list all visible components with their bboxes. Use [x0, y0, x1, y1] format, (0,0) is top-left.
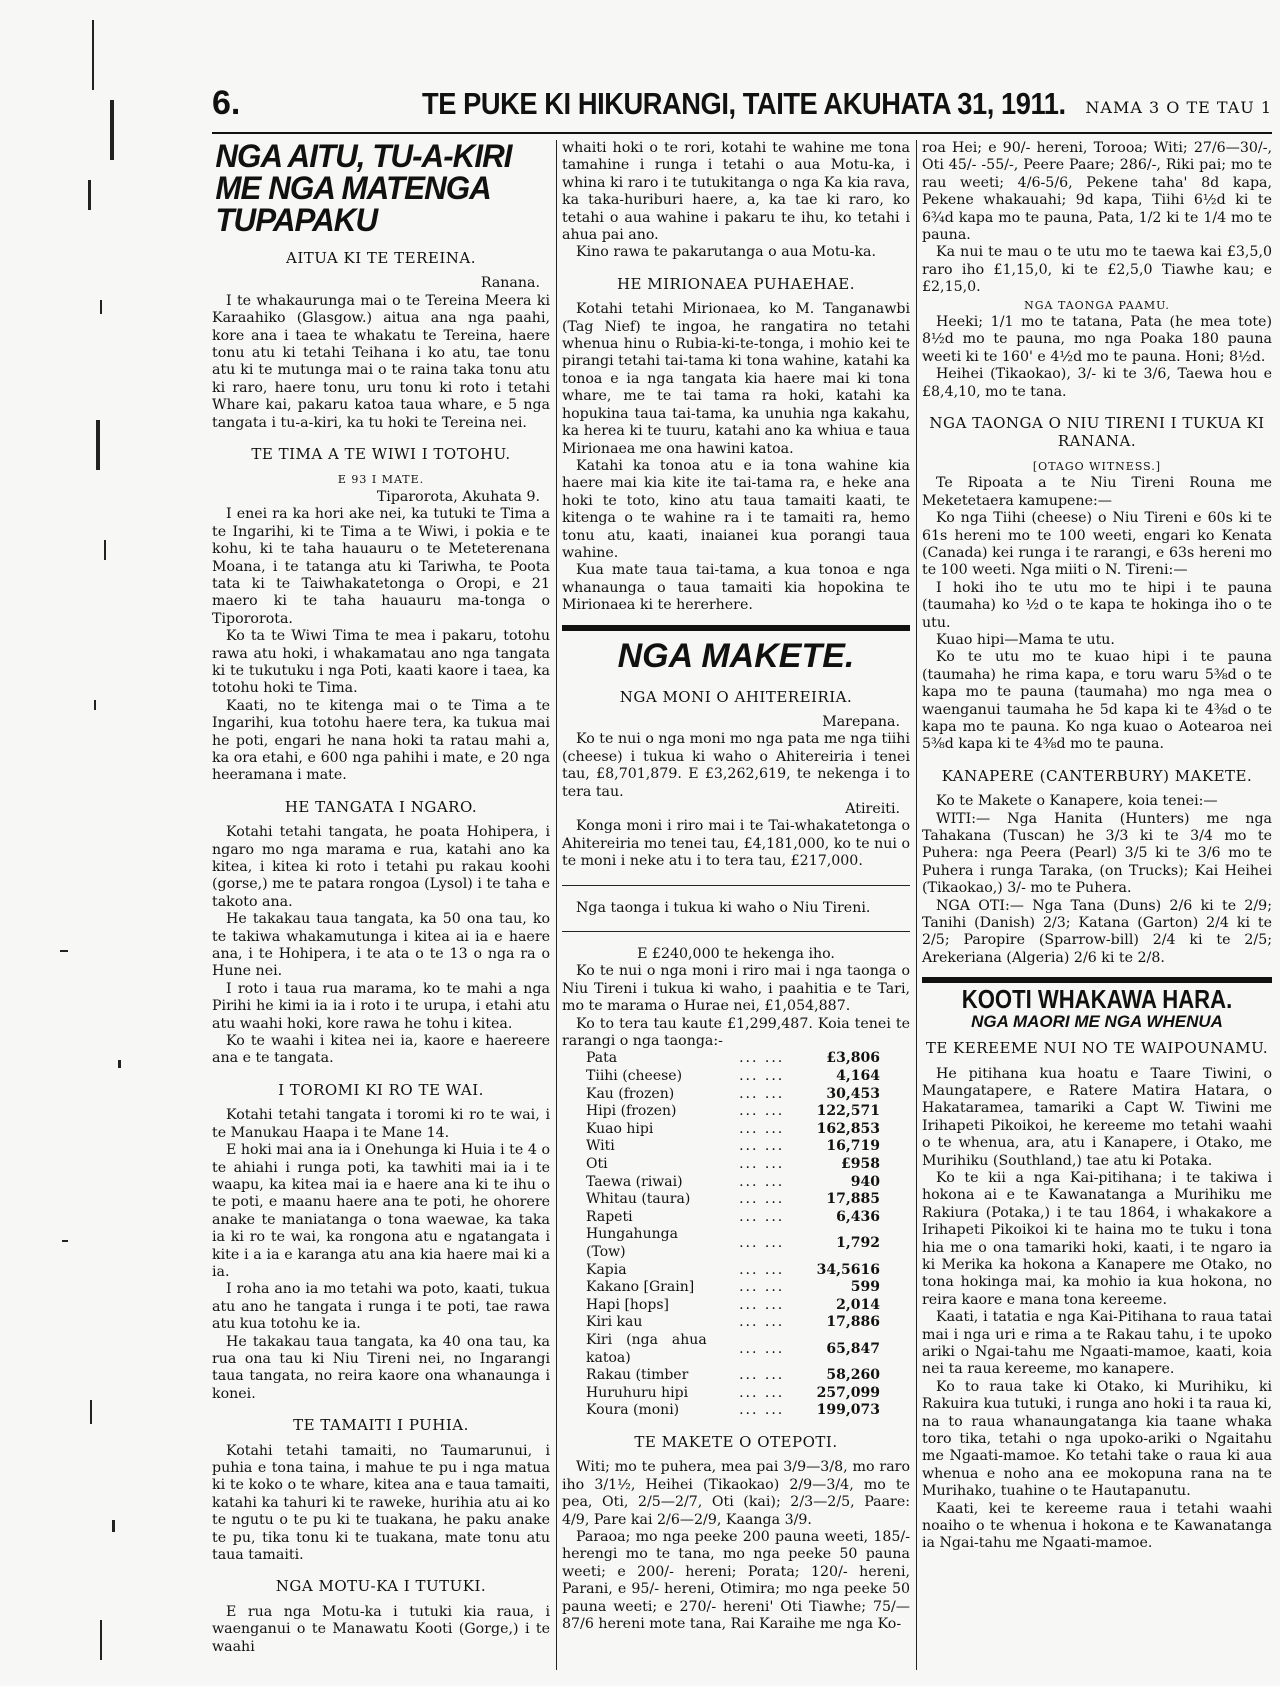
article-body: Paraoa; mo nga peeke 200 pauna weeti, 185/- herengi mo te tana, mo nga peeke 50 pauna weeti; e 200/- hereni; Porata; 120/- hereni, Parani, e 95/- hereni, Otimira; mo nga peeke 50 pauna weeti; e 270/- hereni' Oti Tiawhe; 75/— 87/6 hereni mote tana, Rai Karaihe me nga Ko- [562, 1528, 910, 1632]
article-body: Kotahi tetahi Mirionaea, ko M. Tanganawbi (Tag Nief) te ingoa, he rangatira no tetahi whenua hinu o Rubia-ki-te-tonga, i mohio kei te pirangi tetahi tai-tama ki tona wahine, katahi ka tonoa e ia nga tangata kia haere mai ki tona whare, me te tai tama ra hoki, katahi ka hopukina taua tai-tama, ka unuhia nga kakahu, ka herea ki te tuuru, katahi ano ka whiua e taua Mirionaea me ona hawini katoa. [562, 301, 910, 457]
commodity-value: 257,099 [816, 1384, 880, 1401]
commodity-name: Kapia [586, 1261, 627, 1278]
table-row [562, 1332, 910, 1367]
commodity-value: 940 [850, 1173, 880, 1190]
article-body: Ko te kii a nga Kai-pitihana; i te takiwa i hokona ai e te Kawanatanga a Murihiku me Rakiura (Potaka,) i te tau 1864, i whakakore a Irihapeti Pikoikoi ki te haina mo te tuku i tona hia me o ona tamariki hoki, kaati, i te ngaro ia ki Merika ka hokona a Kanapere me Otako, no tona hokinga mai, ka mohio ia kua hokona, no reira kaore e mana tona kereeme. [922, 1169, 1272, 1308]
table-row [562, 1297, 910, 1315]
commodity-value: 599 [850, 1279, 880, 1296]
commodity-name: Pata [586, 1050, 618, 1067]
article-body: I roha ano ia mo tetahi wa poto, kaati, tukua atu ano he tangata i runga i te poti, tae rawa atu kua totohu ke ia. [212, 1281, 550, 1333]
article-body: Kotahi tetahi tangata, he poata Hohipera, i ngaro mo nga marama e rua, katahi ano ka kitea, i kitea ki roto i tetahi pu rakau koohi (gorse,) me te patara rongoa (Lysol) i te taha e takoto ana. [212, 824, 550, 910]
section-subbanner: NGA MAORI ME NGA WHENUA [971, 1011, 1223, 1031]
article-body: He takakau taua tangata, ka 50 ona tau, ko te takiwa whakamutunga i kitea ai ia e haere ana, i te Hohipera, i te ata o te 13 o nga ra o Hune nei. [212, 911, 550, 980]
commodity-value: 34,5616 [816, 1261, 880, 1278]
leader-dots: ... ... [739, 1279, 785, 1296]
article-body: Ko nga Tiihi (cheese) o Niu Tireni e 60s ki te 61s hereni mo te 100 weeti, engari ko Kenata (Canada) kei runga i te rarangi, e 63s hereni mo te 100 weeti. Nga miiti o N. Tireni:— [922, 510, 1272, 579]
commodity-name: Whitau (taura) [586, 1191, 691, 1208]
article-heading: TE TIMA A TE WIWI I TOTOHU. [251, 445, 511, 464]
commodity-name: Huruhuru hipi [586, 1384, 689, 1401]
article-body: Kotahi tetahi tamaiti, no Taumarunui, i puhia e tona taina, i mahue te pu i nga matua ki te koko o te whare, kitea ana e taua tamaiti, katahi ka tahuri ki te raweke, hurihia atu ai ko te ngutu o te pu ki te tuakana, he paku anake te pu, tika tonu ki te tuakana, mate tonu atu taua tamaiti. [212, 1442, 550, 1564]
commodity-value: 65,847 [826, 1340, 880, 1357]
article-body: Kino rawa te pakarutanga o aua Motu-ka. [576, 244, 877, 261]
dateline: Ranana. [480, 275, 540, 292]
article-body: Ko to tera tau kaute £1,299,487. Koia tenei te rarangi o nga taonga:- [562, 1015, 910, 1050]
article-body: Kotahi tetahi tangata i toromi ki ro te wai, i te Manukau Haapa i te Mane 14. [212, 1107, 550, 1141]
article-body: I enei ra ka hori ake nei, ka tutuki te Tima a te Ingarihi, ki te Tima a te Wiwi, i pokia e te kohu, ki te taha hauauru o te Meteterenana Moana, i te tatanga atu ki Tariwha, te Poota tata ki te Taiwhakatetonga o Oropi, e 21 maero ki te taha hauauru ma-tonga o Tipororota. [212, 506, 550, 627]
article-body: Ko te nui o nga moni mo nga pata me nga tiihi (cheese) i tukua ki waho o Ahitereiria i tenei tau, £8,701,879. E £3,262,619, te nekenga i to tera tau. [562, 731, 910, 800]
table-row [562, 1226, 910, 1261]
article-body: Heihei (Tikaokao), 3/- ki te 3/6, Taewa hou e £8,4,10, mo te tana. [922, 366, 1272, 400]
commodity-name: Kuao hipi [586, 1120, 654, 1137]
table-row [562, 1138, 910, 1156]
column-2 [562, 140, 910, 1633]
header-rule [212, 132, 1272, 134]
commodity-name: Koura (moni) [586, 1402, 680, 1419]
leader-dots: ... ... [739, 1314, 785, 1331]
leader-dots: ... ... [739, 1050, 785, 1067]
article-body: Te Ripoata a te Niu Tireni Rouna me Meketetaera kamupene:— [922, 475, 1272, 509]
table-row [562, 1262, 910, 1280]
column-divider [556, 140, 557, 1670]
article-body: I roto i taua rua marama, ko te mahi a nga Pirihi he kimi ia ia i roto i te urupa, i etahi atu atu waahi hoki, kore rawa he tohu i kitea. [212, 980, 550, 1032]
leader-dots: ... ... [739, 1173, 785, 1190]
article-body: E rua nga Motu-ka i tutuki kia raua, i waenganui o te Manawatu Kooti (Gorge,) i te waahi [212, 1603, 550, 1655]
article-heading: TE MAKETE O OTEPOTI. [634, 1432, 838, 1451]
table-row [562, 1279, 910, 1297]
leader-dots: ... ... [739, 1235, 785, 1252]
article-heading: TE TAMAITI I PUHIA. [293, 1416, 469, 1435]
table-row [562, 1402, 910, 1420]
article-body: He pitihana kua hoatu e Taare Tiwini, o Maungatapere, e Ratere Matira Hatara, o Hakataramea, tamariki a Capt W. Tiwini me Irihapeti Pikoikoi, he kereeme mo tetahi waahi o te whenua, ara, atu i Kanapere, i Otako, me Murihiku (Southland,) tae atu ki Potaka. [922, 1065, 1272, 1169]
article-heading: NGA MONI O AHITEREIRIA. [619, 687, 853, 706]
commodity-name: Hipi (frozen) [586, 1103, 677, 1120]
commodity-name: Kiri kau [586, 1314, 643, 1331]
leader-dots: ... ... [739, 1085, 785, 1102]
section-banner: NGA AITU, TU-A-KIRI ME NGA MATENGA TUPAPAKU [215, 138, 512, 238]
commodity-name: Kiri (nga ahua katoa) [586, 1331, 707, 1366]
column-divider [916, 140, 917, 1670]
table-row [562, 1314, 910, 1332]
leader-dots: ... ... [739, 1191, 785, 1208]
article-body: Ko to raua take ki Otako, ki Murihiku, ki Rakuira kua tutuki, i runga ano hoki i ta raua ki, na to raua whanaungatanga kia taane whaka toro tika, tetahi o nga upoko-ariki o Ngaitahu me Ngaati-mamoe. Ko tetahi take o raua ki aua whenua e noho ana ee mokopuna rana na te Murihako, tuahine o te Hautapanutu. [922, 1378, 1272, 1500]
commodity-value: £3,806 [826, 1050, 880, 1067]
dateline: Tiparorota, Akuhata 9. [376, 488, 540, 505]
article-body: whaiti hoki o te rori, kotahi te wahine me tona tamahine i runga i tetahi o aua Motu-ka, i whina ki raro i te tutukitanga o nga Ka kia rava, ka taka-huriburi haere, a, ka tae ki raro, ko tetahi o aua wahine i pakaru te ihu, ko tetahi i ahua pai ano. [562, 140, 910, 244]
leader-dots: ... ... [739, 1367, 785, 1384]
article-heading: KANAPERE (CANTERBURY) MAKETE. [941, 766, 1253, 785]
leader-dots: ... ... [739, 1068, 785, 1085]
commodity-name: Hapi [hops] [586, 1296, 669, 1313]
article-heading: HE MIRIONAEA PUHAEHAE. [616, 274, 856, 293]
commodity-value: 199,073 [816, 1402, 880, 1419]
commodity-value: 17,886 [826, 1314, 880, 1331]
article-body: WITI:— Nga Hanita (Hunters) me nga Tahakana (Tuscan) he 3/3 ki te 3/4 mo te Puhera: nga Peera (Pearl) 3/5 ki te 3/6 mo te Puhera i runga Taraka, (on Trucks); Kai Heihei (Tikaokao,) 3/- mo te Puhera. [922, 810, 1272, 897]
commodity-value: 122,571 [816, 1103, 880, 1120]
leader-dots: ... ... [739, 1261, 785, 1278]
commodity-value: 6,436 [836, 1208, 880, 1225]
commodity-value: 4,164 [836, 1068, 880, 1085]
commodity-value: 17,885 [826, 1191, 880, 1208]
article-body: Ko te Makete o Kanapere, koia tenei:— [936, 793, 1218, 810]
leader-dots: ... ... [739, 1296, 785, 1313]
leader-dots: ... ... [739, 1103, 785, 1120]
commodity-value: 2,014 [836, 1296, 880, 1313]
commodity-name: Rakau (timber [586, 1367, 689, 1384]
scan-margin-noise [0, 0, 200, 1686]
commodity-value: 16,719 [826, 1138, 880, 1155]
article-heading: AITUA KI TE TEREINA. [285, 249, 476, 267]
issue-number: NAMA 3 O TE TAU 1 [1085, 98, 1272, 117]
article-heading: NGA MOTU-KA I TUTUKI. [275, 1577, 487, 1596]
article-body: Kuao hipi—Mama te utu. [936, 631, 1115, 648]
table-row [562, 1086, 910, 1104]
commodity-name: Hungahunga (Tow) [586, 1226, 678, 1260]
article-body: Kua mate taua tai-tama, a kua tonoa e nga whanaunga o taua tamaiti kia hopokina te Mirionaea ki te hererhere. [562, 562, 910, 614]
leader-dots: ... ... [739, 1384, 785, 1401]
table-row [562, 1050, 910, 1068]
article-heading: I TOROMI KI RO TE WAI. [278, 1080, 484, 1099]
leader-dots: ... ... [739, 1402, 785, 1419]
dateline: Marepana. [822, 713, 900, 730]
commodity-name: Taewa (riwai) [586, 1173, 683, 1190]
article-body: Kaati, i tatatia e nga Kai-Pitihana to raua tatai mai i nga uri e rima a te Rakau tahu, i te upoko ariki o Ngai-tahu me Ngaati-mamoe, kaati, koia nei ta raua kereeme, mo kanapere. [922, 1309, 1272, 1378]
article-body: Ko ta te Wiwi Tima te mea i pakaru, totohu rawa atu hoki, i whakamatau ano nga tangata ki te tukutuku i nga Poti, kaati kaore i taea, ka totohu hoki te Tima. [212, 628, 550, 697]
commodity-name: Kakano [Grain] [586, 1279, 695, 1296]
table-row [562, 1209, 910, 1227]
article-body: roa Hei; e 90/- hereni, Torooa; Witi; 27/6—30/-, Oti 45/- -55/-, Peere Paare; 286/-, Riki pai; mo te rau weeti; 4/6-5/6, Pekene taha' 8d kapa, Pekene whakauahi; 9d kapa, Tiihi 6½d ki te 6¾d kapa mo te pauna, Pata, 1/2 ki te 1/4 mo te pauna. [922, 140, 1272, 244]
article-body: Heeki; 1/1 mo te tatana, Pata (he mea tote) 8½d mo te pauna, mo nga Poaka 180 pauna weeti ki te 160' e 4½d mo te pauna. Honi; 8½d. [922, 314, 1272, 365]
article-heading: HE TANGATA I NGARO. [284, 797, 478, 816]
leader-dots: ... ... [739, 1208, 785, 1225]
section-banner: KOOTI WHAKAWA HARA. [961, 984, 1233, 1015]
page-number: 6. [212, 84, 241, 122]
divider [562, 931, 910, 932]
article-body: Nga taonga i tukua ki waho o Niu Tireni. [576, 899, 871, 916]
source-credit: [OTAGO WITNESS.] [1032, 459, 1162, 473]
leader-dots: ... ... [739, 1156, 785, 1173]
table-row [562, 1103, 910, 1121]
article-body: Ka nui te mau o te utu mo te taewa kai £3,5,0 raro iho £1,15,0, ki te £2,5,0 Tiawhe kau; e £2,15,0. [922, 244, 1272, 296]
table-row [562, 1121, 910, 1139]
exports-table [562, 1050, 910, 1419]
article-body: E hoki mai ana ia i Onehunga ki Huia i te 4 o te ahiahi i runga poti, ka tawhiti mai ia i te waapu, ka kitea mai ia e haere ana ki te ihu o te poti, e maanu haere ana te poti, he ohorere anake te maniatanga o tona waewae, ka taka ia ki ro te wai, ka rongona atu e ngatangata i kite i a ia e karanga atu ana kia haere mai ki a ia. [212, 1142, 550, 1280]
article-body: Ko te waahi i kitea nei ia, kaore e haereere ana e te tangata. [212, 1033, 550, 1067]
article-subheading: NGA TAONGA PAAMU. [1024, 298, 1170, 312]
table-row [562, 1385, 910, 1403]
masthead-title: TE PUKE KI HIKURANGI, TAITE AKUHATA 31, 1911. [422, 86, 1066, 121]
table-row [562, 1367, 910, 1385]
commodity-value: £958 [841, 1156, 880, 1173]
commodity-value: 162,853 [816, 1120, 880, 1137]
commodity-name: Witi [586, 1138, 615, 1155]
table-row [562, 1174, 910, 1192]
leader-dots: ... ... [739, 1120, 785, 1137]
column-1 [212, 140, 550, 1656]
table-row [562, 1068, 910, 1086]
article-heading: TE KEREEME NUI NO TE WAIPOUNAMU. [925, 1039, 1269, 1058]
article-body: He takakau taua tangata, ka 40 ona tau, ka rua ona tau ki Niu Tireni nei, no Ingarangi taua tangata, no reira kaore ona whanaunga i konei. [212, 1333, 550, 1402]
section-rule [922, 977, 1272, 983]
article-body: I hoki iho te utu mo te hipi i te pauna (taumaha) ko ½d o te kapa te hokinga iho o te utu. [922, 579, 1272, 631]
article-body: Konga moni i riro mai i te Tai-whakatetonga o Ahitereiria mo tenei tau, £4,181,000, ko te nui o te moni i neke atu i to tera tau, £217,000. [562, 818, 910, 870]
divider [562, 885, 910, 886]
commodity-name: Kau (frozen) [586, 1085, 675, 1102]
section-banner: NGA MAKETE. [617, 636, 855, 675]
article-subheading: E 93 I MATE. [337, 473, 425, 487]
article-body: Witi; mo te puhera, mea pai 3/9—3/8, mo raro iho 3/1½, Heihei (Tikaokao) 2/9—3/4, mo te pea, Oti, 2/5—2/7, Oti (kai); 2/3—2/5, Paare: 4/9, Pare kai 2/6—2/9, Kaanga 3/9. [562, 1459, 910, 1528]
article-body: Kaati, kei te kereeme raua i tetahi waahi noaiho o te whenua i hokona e te Kawanatanga ia Ngai-tahu me Ngaati-mamoe. [922, 1500, 1272, 1552]
section-rule [562, 625, 910, 631]
leader-dots: ... ... [739, 1138, 785, 1155]
article-body: Katahi ka tonoa atu e ia tona wahine kia haere mai kia kite ite tai-tama ra, e heke ana hoki te toto, kino atu taua tamaiti kaati, te kitenga o te wahine ra i te tamaiti ra, hemo tonu atu, kaati, inaianei kua porangi taua wahine. [562, 457, 910, 561]
commodity-name: Oti [586, 1156, 608, 1173]
commodity-value: 30,453 [826, 1085, 880, 1102]
commodity-name: Tiihi (cheese) [586, 1068, 683, 1085]
article-body: Ko te nui o nga moni i riro mai i nga taonga o Niu Tireni i tukua ki waho, i paahitia e te Tari, mo te marama o Hurae nei, £1,054,887. [562, 963, 910, 1015]
article-body: Kaati, no te kitenga mai o te Tima a te Ingarihi, kua totohu haere tera, ka tukua mai he poti, engari he nana hoki ta ratau mahi a, ka ora etahi, e 600 nga pahihi i mate, e 20 nga heeramana i mate. [212, 697, 550, 784]
table-row [562, 1191, 910, 1209]
article-heading: NGA TAONGA O NIU TIRENI I TUKUA KI RANANA. [929, 414, 1265, 450]
article-body: Ko te utu mo te kuao hipi i te pauna (taumaha) he rima kapa, e toru waru 5⅜d o te kapa mo te pauna (taumaha) mo nga mea o waenganui taumaha he 5d kapa ki te 4⅜d o te kapa mo te pauna. Ko nga kuao o Aotearoa nei 5⅜d kapa ki te 4⅜d mo te pauna. [922, 649, 1272, 753]
article-body: I te whakaurunga mai o te Tereina Meera ki Karaahiko (Glasgow.) aitua ana nga paahi, kore ana i taea te whakatu te Tereina, haere tonu atu ki tetahi Teihana i ko atu, tae tonu atu ki te mutunga mai o te raina taka tonu atu ki raro, haere tonu, uru tonu ki roto i tetahi Whare kai, pakaru katoa taua whare, e 5 nga tangata i tu-a-kiri, ka tu hoki te Tereina nei. [212, 292, 550, 431]
leader-dots: ... ... [739, 1340, 785, 1357]
article-body: NGA OTI:— Nga Tana (Duns) 2/6 ki te 2/9; Tanihi (Danish) 2/3; Katana (Garton) 2/4 ki te 2/5; Paropire (Sparrow-bill) 2/4 ki te 2/5; Arekeriana (Algeria) 2/6 ki te 2/8. [922, 897, 1272, 966]
column-3 [922, 140, 1272, 1553]
article-subheading: E £240,000 te hekenga iho. [637, 946, 835, 963]
commodity-value: 1,792 [836, 1235, 880, 1252]
page-header [212, 84, 1272, 130]
commodity-name: Rapeti [586, 1208, 633, 1225]
dateline: Atireiti. [845, 801, 900, 817]
table-row [562, 1156, 910, 1174]
commodity-value: 58,260 [826, 1367, 880, 1384]
